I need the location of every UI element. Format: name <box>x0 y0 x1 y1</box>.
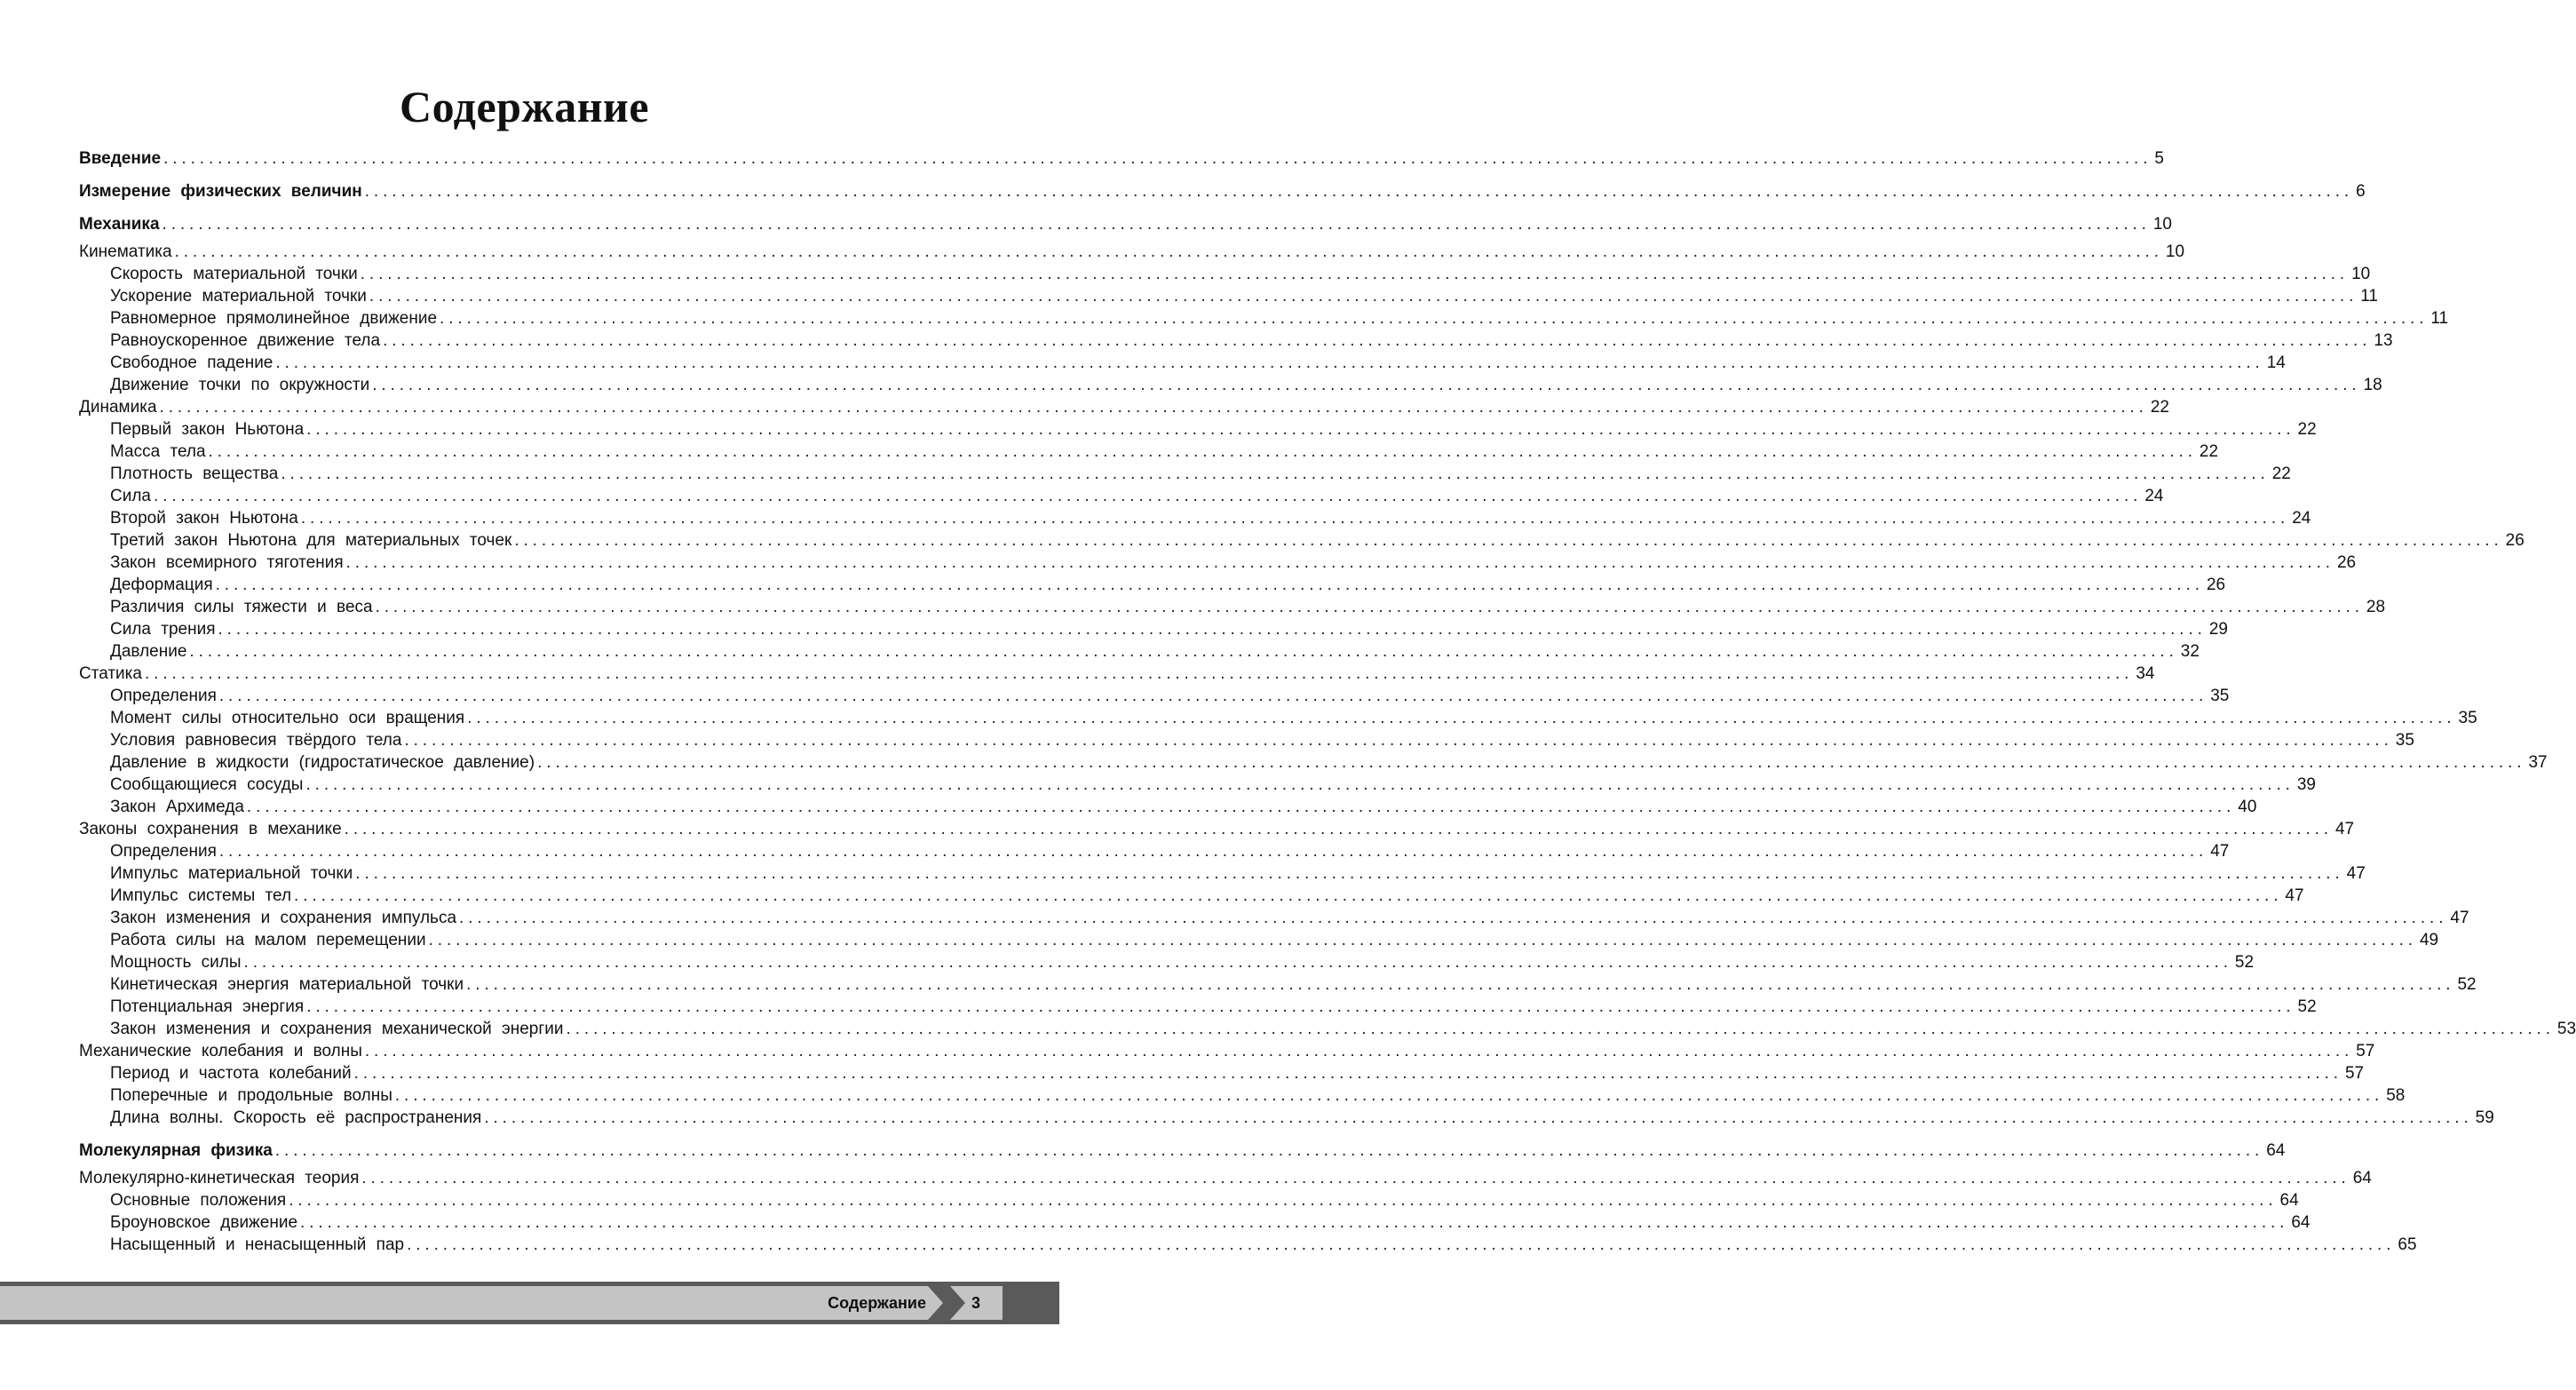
toc-entry-title: Основные положения <box>110 1191 287 1210</box>
toc-entry-title: Импульс материальной точки <box>110 864 353 883</box>
toc-entry-page: 37 <box>2528 753 2548 772</box>
toc-entry-page: 24 <box>2292 509 2311 528</box>
toc-entry-sub[interactable] <box>79 885 2304 907</box>
toc-dot-leader: ............................................................................................................................................................................................................................ <box>218 842 2208 861</box>
toc-dot-leader: ............................................................................................................................................................................................................................ <box>154 487 2143 505</box>
toc-entry-title: Импульс системы тел <box>110 886 292 905</box>
toc-entry-sub[interactable] <box>79 352 2286 374</box>
toc-entry-sub[interactable] <box>79 1234 2417 1256</box>
toc-dot-leader: ............................................................................................................................................................................................................................ <box>467 709 2456 727</box>
toc-entry-title: Механические колебания и волны <box>79 1042 362 1060</box>
toc-entry-title: Движение точки по окружности <box>110 376 370 394</box>
toc-entry-sub[interactable] <box>79 951 2255 973</box>
toc-entry-sub[interactable] <box>79 796 2257 818</box>
toc-entry-title: Кинетическая энергия материальной точки <box>110 975 464 994</box>
toc-entry-sub[interactable] <box>79 485 2164 507</box>
toc-dot-leader: ............................................................................................................................................................................................................................ <box>355 864 2344 883</box>
toc-entry-title: Момент силы относительно оси вращения <box>110 709 465 727</box>
toc-entry-title: Закон всемирного тяготения <box>110 553 344 572</box>
toc-entry-title: Потенциальная энергия <box>110 997 305 1016</box>
toc-entry-page: 22 <box>2150 398 2169 417</box>
toc-entry-part[interactable] <box>79 1140 2286 1162</box>
toc-entry-chapter[interactable] <box>79 1167 2372 1189</box>
toc-entry-title: Поперечные и продольные волны <box>110 1086 392 1105</box>
toc-entry-page: 10 <box>2351 265 2371 283</box>
toc-dot-leader: ............................................................................................................................................................................................................................ <box>566 1020 2555 1038</box>
toc-entry-title: Закон Архимеда <box>110 798 244 816</box>
toc-dot-leader: ............................................................................................................................................................................................................................ <box>306 420 2295 439</box>
toc-dot-leader: ............................................................................................................................................................................................................................ <box>289 1191 2278 1210</box>
table-of-contents <box>79 147 2576 1256</box>
toc-entry-title: Длина волны. Скорость её распространения <box>110 1108 482 1127</box>
toc-entry-sub[interactable] <box>79 973 2477 996</box>
toc-entry-chapter[interactable] <box>79 396 2169 418</box>
toc-entry-title: Равноускоренное движение тела <box>110 331 381 350</box>
toc-dot-leader: ............................................................................................................................................................................................................................ <box>404 731 2393 750</box>
toc-entry-page: 52 <box>2297 997 2317 1016</box>
toc-entry-sub[interactable] <box>79 330 2393 352</box>
toc-dot-leader: ............................................................................................................................................................................................................................ <box>514 531 2503 550</box>
toc-entry-page: 53 <box>2556 1020 2576 1038</box>
toc-entry-page: 47 <box>2285 886 2304 905</box>
toc-dot-leader: ............................................................................................................................................................................................................................ <box>407 1235 2396 1254</box>
toc-entry-page: 40 <box>2238 798 2257 816</box>
toc-entry-title: Молекулярная физика <box>79 1141 273 1160</box>
toc-dot-leader: ............................................................................................................................................................................................................................ <box>174 242 2163 261</box>
toc-entry-page: 52 <box>2457 975 2477 994</box>
toc-entry-title: Закон изменения и сохранения импульса <box>110 909 457 927</box>
toc-entry-page: 6 <box>2356 182 2366 201</box>
toc-entry-page: 49 <box>2419 931 2439 949</box>
toc-dot-leader: ............................................................................................................................................................................................................................ <box>484 1108 2473 1127</box>
toc-entry-sub[interactable] <box>79 929 2439 951</box>
toc-entry-title: Определения <box>110 687 217 705</box>
toc-entry-sub[interactable] <box>79 263 2371 285</box>
toc-entry-page: 47 <box>2346 864 2366 883</box>
toc-entry-title: Насыщенный и ненасыщенный пар <box>110 1235 405 1254</box>
toc-entry-page: 22 <box>2199 442 2219 461</box>
toc-entry-title: Условия равновесия твёрдого тела <box>110 731 402 750</box>
toc-entry-title: Введение <box>79 149 162 168</box>
toc-entry-page: 10 <box>2165 242 2185 261</box>
toc-entry-chapter[interactable] <box>79 241 2185 263</box>
toc-entry-page: 52 <box>2234 953 2255 972</box>
toc-entry-page: 24 <box>2144 487 2164 505</box>
toc-dot-leader: ............................................................................................................................................................................................................................ <box>300 509 2290 528</box>
toc-dot-leader: ............................................................................................................................................................................................................................ <box>428 931 2417 949</box>
toc-entry-title: Законы сохранения в механике <box>79 820 342 838</box>
toc-entry-page: 35 <box>2210 687 2230 705</box>
toc-entry-title: Скорость материальной точки <box>110 265 358 283</box>
toc-dot-leader: ............................................................................................................................................................................................................................ <box>394 1086 2384 1105</box>
toc-dot-leader: ............................................................................................................................................................................................................................ <box>189 642 2178 661</box>
toc-entry-page: 34 <box>2136 664 2155 683</box>
toc-entry-page: 47 <box>2450 909 2469 927</box>
toc-entry-page: 64 <box>2291 1213 2310 1232</box>
toc-entry-sub[interactable] <box>79 707 2477 729</box>
toc-entry-page: 47 <box>2210 842 2230 861</box>
toc-entry-sub[interactable] <box>79 418 2317 441</box>
toc-dot-leader: ............................................................................................................................................................................................................................ <box>369 287 2358 306</box>
toc-entry-page: 5 <box>2154 149 2164 168</box>
toc-entry-page: 47 <box>2334 820 2355 838</box>
toc-entry-sub[interactable] <box>79 729 2414 751</box>
toc-dot-leader: ............................................................................................................................................................................................................................ <box>537 753 2526 772</box>
toc-entry-page: 26 <box>2505 531 2524 550</box>
toc-dot-leader: ............................................................................................................................................................................................................................ <box>208 442 2197 461</box>
toc-entry-sub[interactable] <box>79 840 2230 862</box>
toc-entry-page: 32 <box>2180 642 2200 661</box>
toc-entry-title: Ускорение материальной точки <box>110 287 367 306</box>
toc-entry-sub[interactable] <box>79 1018 2576 1040</box>
toc-entry-title: Различия силы тяжести и веса <box>110 598 373 616</box>
toc-entry-title: Кинематика <box>79 242 172 261</box>
toc-entry-chapter[interactable] <box>79 663 2155 685</box>
toc-dot-leader: ............................................................................................................................................................................................................................ <box>306 997 2295 1016</box>
toc-entry-title: Работа силы на малом перемещении <box>110 931 426 949</box>
toc-entry-sub[interactable] <box>79 1189 2299 1211</box>
toc-entry-title: Динамика <box>79 398 157 417</box>
toc-entry-sub[interactable] <box>79 529 2524 552</box>
toc-dot-leader: ............................................................................................................................................................................................................................ <box>383 331 2372 350</box>
toc-dot-leader: ............................................................................................................................................................................................................................ <box>243 953 2232 972</box>
toc-entry-page: 65 <box>2398 1235 2417 1254</box>
toc-entry-title: Масса тела <box>110 442 206 461</box>
toc-dot-leader: ............................................................................................................................................................................................................................ <box>274 1141 2264 1160</box>
toc-entry-sub[interactable] <box>79 907 2469 929</box>
toc-entry-title: Первый закон Ньютона <box>110 420 305 439</box>
toc-dot-leader: ............................................................................................................................................................................................................................ <box>364 182 2354 201</box>
toc-entry-sub[interactable] <box>79 640 2200 663</box>
toc-entry-title: Статика <box>79 664 142 683</box>
toc-dot-leader: ............................................................................................................................................................................................................................ <box>163 149 2152 168</box>
toc-dot-leader: ............................................................................................................................................................................................................................ <box>360 265 2350 283</box>
toc-entry-part[interactable] <box>79 213 2172 235</box>
toc-entry-title: Второй закон Ньютона <box>110 509 298 528</box>
toc-entry-page: 35 <box>2395 731 2414 750</box>
toc-entry-sub[interactable] <box>79 552 2357 574</box>
page-title: Содержание <box>399 82 650 131</box>
toc-dot-leader: ............................................................................................................................................................................................................................ <box>275 353 2264 372</box>
toc-entry-sub[interactable] <box>79 862 2366 885</box>
toc-dot-leader: ............................................................................................................................................................................................................................ <box>218 620 2207 639</box>
toc-dot-leader: ............................................................................................................................................................................................................................ <box>305 775 2295 794</box>
toc-entry-page: 64 <box>2352 1169 2372 1187</box>
toc-entry-page: 18 <box>2363 376 2382 394</box>
toc-entry-title: Третий закон Ньютона для материальных точек <box>110 531 512 550</box>
toc-entry-title: Сила <box>110 487 151 505</box>
toc-entry-sub[interactable] <box>79 285 2378 307</box>
toc-entry-page: 10 <box>2152 215 2172 234</box>
toc-entry-sub[interactable] <box>79 1107 2494 1129</box>
toc-dot-leader: ............................................................................................................................................................................................................................ <box>246 798 2236 816</box>
toc-entry-sub[interactable] <box>79 463 2291 485</box>
toc-entry-sub[interactable] <box>79 774 2316 796</box>
toc-entry-page: 11 <box>2360 287 2378 306</box>
toc-dot-leader: ............................................................................................................................................................................................................................ <box>159 398 2148 417</box>
toc-entry-part[interactable] <box>79 147 2164 170</box>
toc-dot-leader: ............................................................................................................................................................................................................................ <box>294 886 2283 905</box>
toc-entry-page: 39 <box>2296 775 2316 794</box>
toc-dot-leader: ............................................................................................................................................................................................................................ <box>364 1042 2354 1060</box>
toc-entry-sub[interactable] <box>79 507 2311 529</box>
toc-entry-page: 29 <box>2208 620 2228 639</box>
toc-entry-page: 22 <box>2297 420 2317 439</box>
footer-section-title: Содержание <box>828 1294 926 1312</box>
toc-dot-leader: ............................................................................................................................................................................................................................ <box>440 309 2429 328</box>
toc-dot-leader: ............................................................................................................................................................................................................................ <box>466 975 2455 994</box>
toc-dot-leader: ............................................................................................................................................................................................................................ <box>459 909 2448 927</box>
toc-entry-sub[interactable] <box>79 996 2317 1018</box>
toc-entry-page: 28 <box>2366 598 2386 616</box>
toc-entry-sub[interactable] <box>79 574 2226 596</box>
toc-entry-page: 59 <box>2475 1108 2494 1127</box>
toc-dot-leader: ............................................................................................................................................................................................................................ <box>344 820 2333 838</box>
toc-entry-sub[interactable] <box>79 1062 2365 1084</box>
toc-entry-sub[interactable] <box>79 685 2230 707</box>
toc-entry-title: Период и частота колебаний <box>110 1064 352 1083</box>
toc-dot-leader: ............................................................................................................................................................................................................................ <box>300 1213 2289 1232</box>
toc-dot-leader: ............................................................................................................................................................................................................................ <box>361 1169 2350 1187</box>
toc-entry-chapter[interactable] <box>79 1040 2375 1062</box>
toc-entry-page: 14 <box>2266 353 2286 372</box>
toc-dot-leader: ............................................................................................................................................................................................................................ <box>144 664 2134 683</box>
toc-entry-sub[interactable] <box>79 307 2449 330</box>
toc-entry-title: Сообщающиеся сосуды <box>110 775 304 794</box>
toc-entry-page: 57 <box>2356 1042 2375 1060</box>
toc-entry-title: Мощность силы <box>110 953 242 972</box>
toc-entry-title: Давление <box>110 642 187 661</box>
toc-dot-leader: ............................................................................................................................................................................................................................ <box>372 376 2361 394</box>
toc-entry-sub[interactable] <box>79 618 2228 640</box>
toc-dot-leader: ............................................................................................................................................................................................................................ <box>375 598 2364 616</box>
toc-entry-sub[interactable] <box>79 441 2219 463</box>
toc-entry-title: Молекулярно-кинетическая теория <box>79 1169 360 1187</box>
toc-dot-leader: ............................................................................................................................................................................................................................ <box>215 576 2204 594</box>
toc-entry-chapter[interactable] <box>79 818 2355 840</box>
footer-page-number: 3 <box>971 1294 980 1312</box>
toc-entry-title: Давление в жидкости (гидростатическое давление) <box>110 753 535 772</box>
toc-entry-title: Свободное падение <box>110 353 273 372</box>
toc-entry-page: 26 <box>2336 553 2357 572</box>
toc-entry-sub[interactable] <box>79 751 2548 774</box>
toc-entry-page: 22 <box>2271 465 2291 483</box>
toc-entry-title: Деформация <box>110 576 213 594</box>
toc-entry-title: Сила трения <box>110 620 216 639</box>
toc-entry-sub[interactable] <box>79 1084 2406 1107</box>
toc-entry-sub[interactable] <box>79 374 2382 396</box>
toc-entry-page: 64 <box>2266 1141 2286 1160</box>
toc-entry-title: Закон изменения и сохранения механической энергии <box>110 1020 564 1038</box>
toc-dot-leader: ............................................................................................................................................................................................................................ <box>218 687 2208 705</box>
toc-entry-title: Равномерное прямолинейное движение <box>110 309 438 328</box>
toc-dot-leader: ............................................................................................................................................................................................................................ <box>345 553 2334 572</box>
toc-entry-title: Определения <box>110 842 217 861</box>
toc-entry-page: 64 <box>2279 1191 2299 1210</box>
toc-entry-page: 26 <box>2206 576 2226 594</box>
toc-dot-leader: ............................................................................................................................................................................................................................ <box>353 1064 2342 1083</box>
toc-entry-page: 58 <box>2386 1086 2406 1105</box>
toc-dot-leader: ............................................................................................................................................................................................................................ <box>281 465 2270 483</box>
toc-entry-title: Измерение физических величин <box>79 182 362 201</box>
toc-entry-title: Плотность вещества <box>110 465 279 483</box>
toc-entry-page: 57 <box>2344 1064 2365 1083</box>
toc-entry-page: 35 <box>2458 709 2477 727</box>
toc-entry-title: Механика <box>79 215 160 234</box>
toc-entry-page: 13 <box>2374 331 2393 350</box>
toc-entry-part[interactable] <box>79 180 2366 203</box>
toc-dot-leader: ............................................................................................................................................................................................................................ <box>162 215 2151 234</box>
toc-entry-sub[interactable] <box>79 596 2386 618</box>
toc-entry-page: 11 <box>2430 309 2449 328</box>
toc-entry-title: Броуновское движение <box>110 1213 298 1232</box>
toc-entry-sub[interactable] <box>79 1211 2310 1234</box>
